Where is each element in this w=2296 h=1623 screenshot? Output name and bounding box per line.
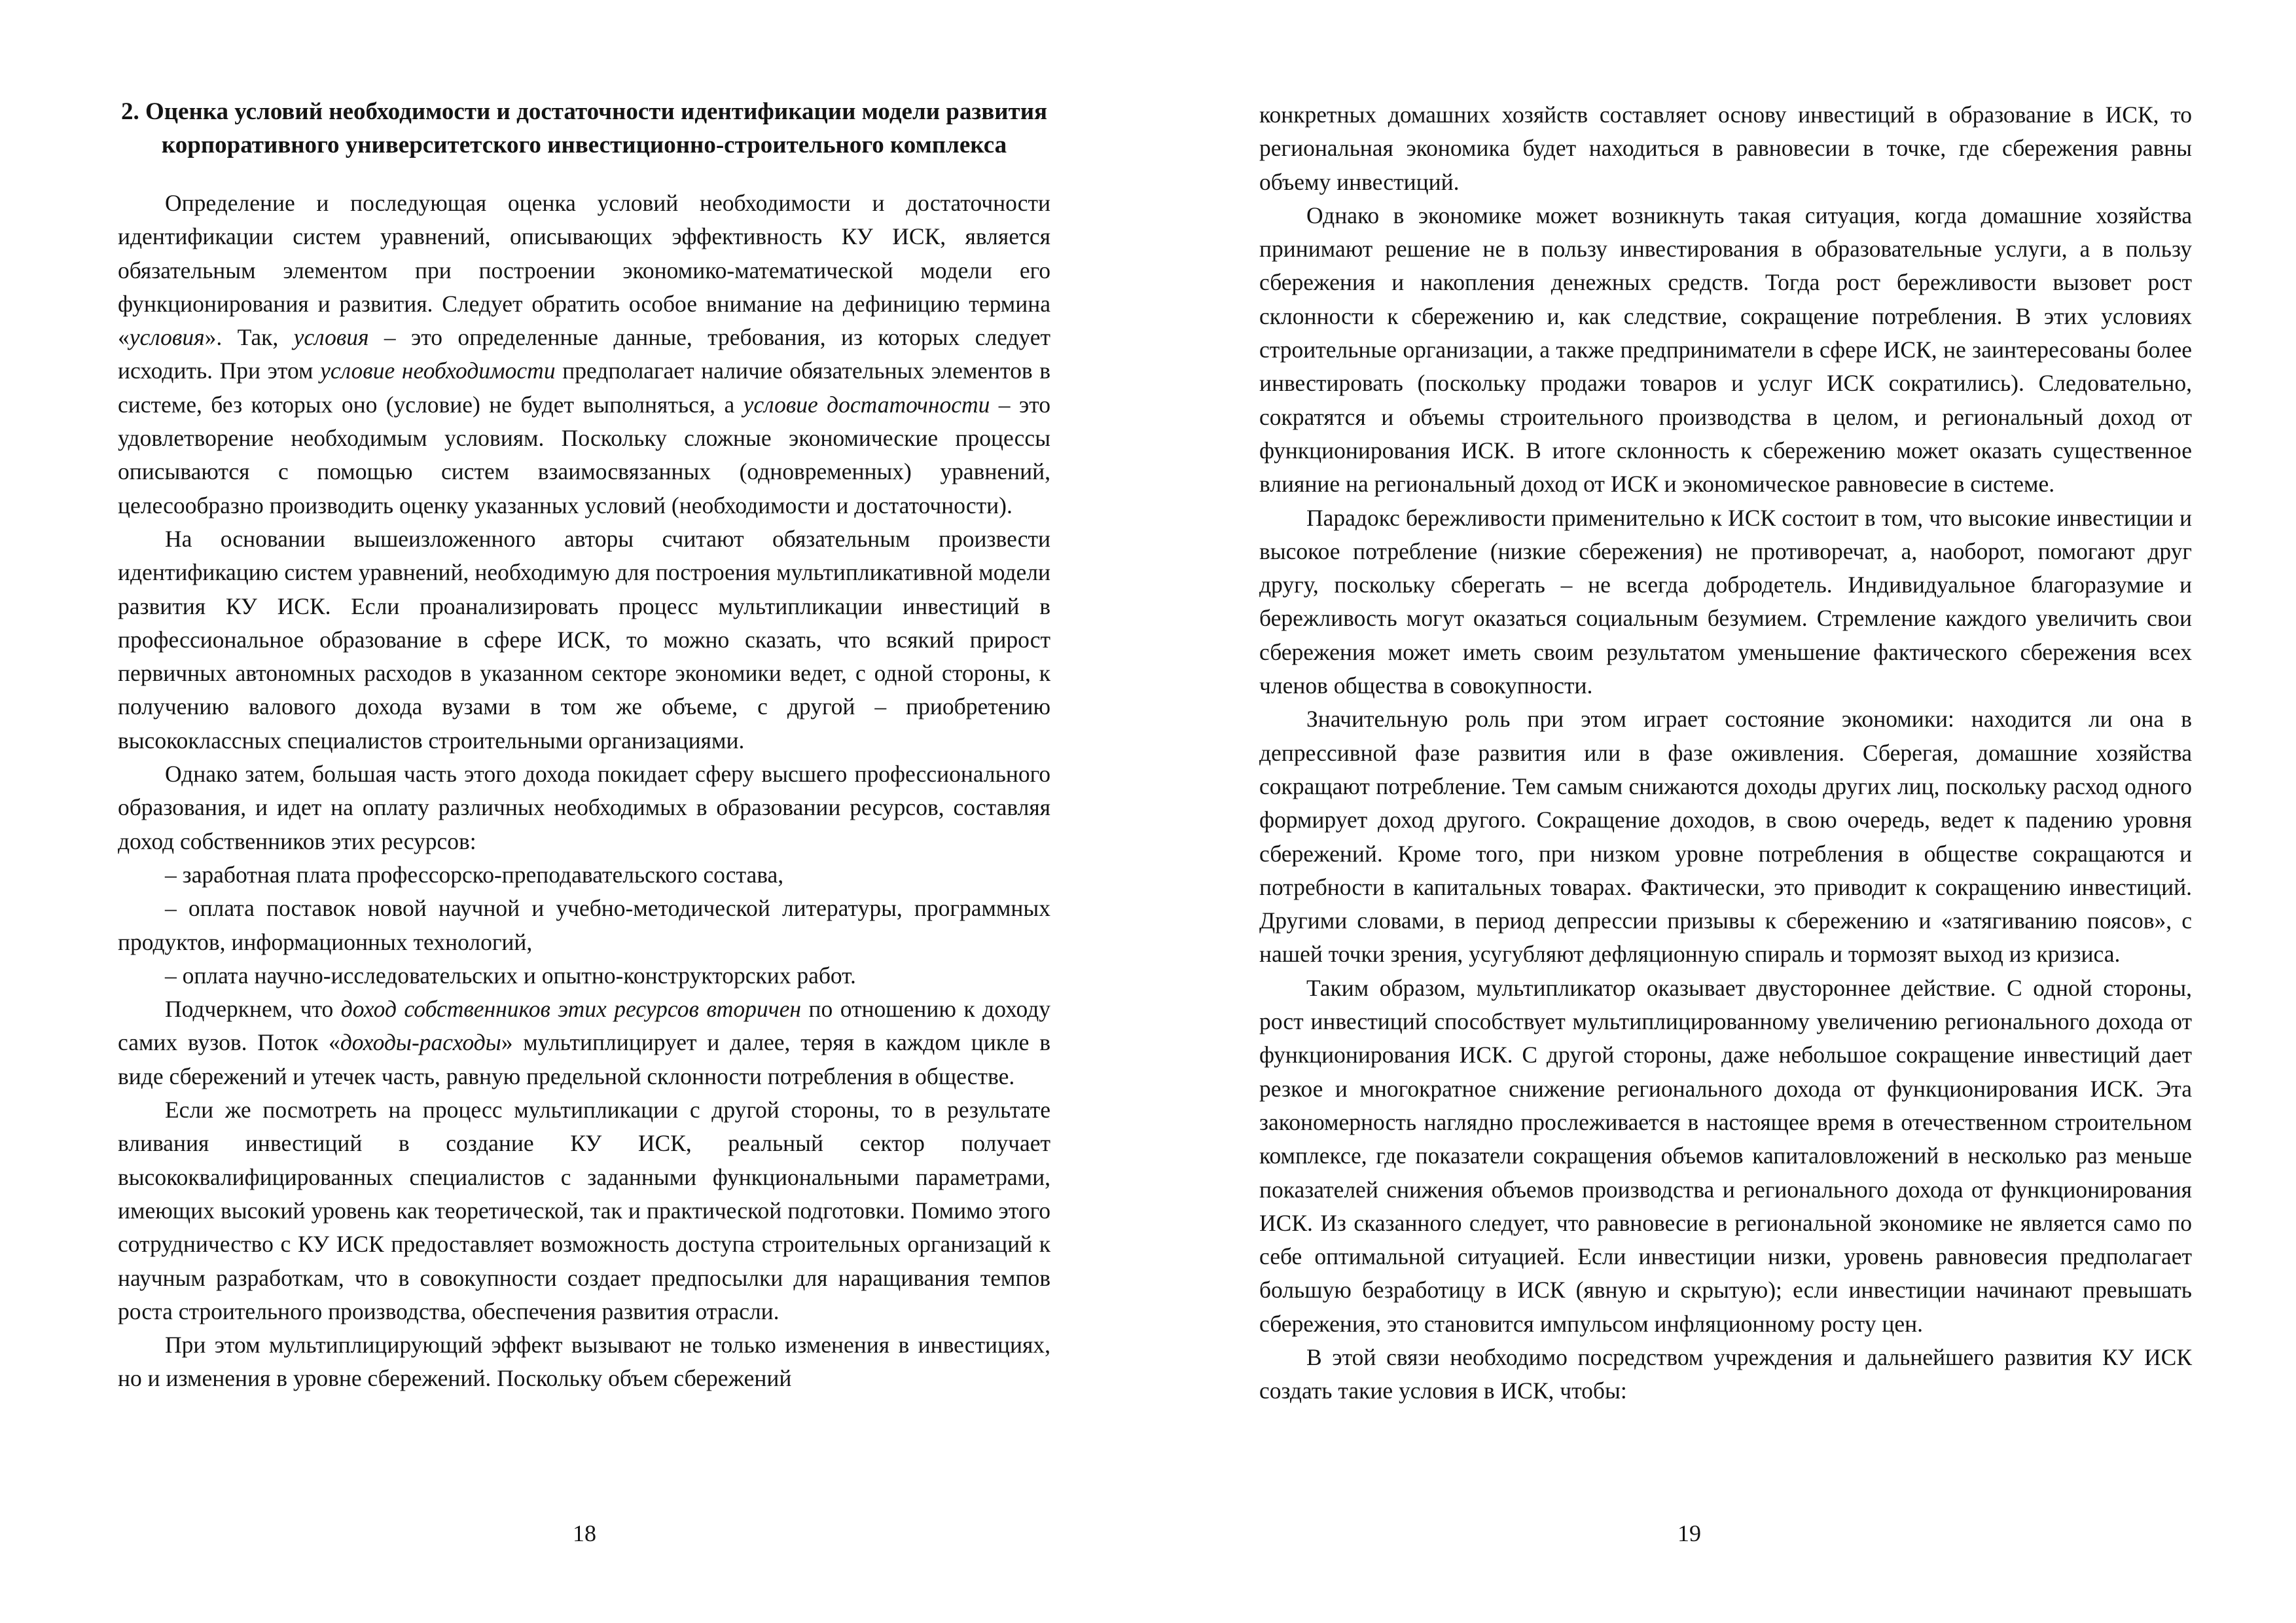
page-number: 18 <box>573 1520 596 1546</box>
list-item: – заработная плата профессорско-преподавательского состава, <box>165 861 784 888</box>
list-item: – оплата научно-исследовательских и опытно-конструкторских работ. <box>165 962 856 989</box>
paragraph: Таким образом, мультипликатор оказывает двустороннее действие. С одной стороны, рост инвестиций способствует мультиплицированному увеличению регионального дохода от функционирования ИСК. С другой стороны, даже небольшое сокращение инвестиций дает резкое и многократное снижение регионального дохода от функционирования ИСК. Эта закономерность наглядно прослеживается в настоящее время в отечественном строительном комплексе, где показатели сокращения объемов капиталовложений в несколько раз меньше показателей снижения объемов производства и регионального дохода от функционирования ИСК. Из сказанного следует, что равновесие в региональной экономике не является само по себе оптимальной ситуацией. Если инвестиции низки, уровень равновесия предполагает большую безработицу в ИСК (явную и скрытую); если инвестиции начинают превышать сбережения, это становится импульсом инфляционному росту цен. <box>1259 974 2192 1337</box>
page-number: 19 <box>1677 1520 1701 1546</box>
right-page-text <box>1259 98 2192 1408</box>
paragraph: конкретных домашних хозяйств составляет основу инвестиций в образование в ИСК, то региональная экономика будет находиться в равновесии в точке, где сбережения равны объему инвестиций. <box>1259 101 2192 195</box>
section-heading: 2. Оценка условий необходимости и достаточности идентификации модели развития корпоративного университетского инвестиционно-строительного комплекса <box>120 98 1048 158</box>
paragraph: Подчеркнем, что доход собственников этих ресурсов вторичен по отношению к доходу самих вузов. Поток «доходы-расходы» мультиплицирует и далее, теряя в каждом цикле в виде сбережений и утечек часть, равную предельной склонности потребления в обществе. <box>118 996 1051 1089</box>
paragraph: Если же посмотреть на процесс мультипликации с другой стороны, то в результате вливания инвестиций в создание КУ ИСК, реальный сектор получает высококвалифицированных специалистов с заданными функциональными параметрами, имеющих высокий уровень как теоретической, так и практической подготовки. Помимо этого сотрудничество с КУ ИСК предоставляет возможность доступа строительных организаций к научным разработкам, что в совокупности создает предпосылки для наращивания темпов роста строительного производства, обеспечения развития отрасли. <box>118 1097 1050 1324</box>
paragraph: На основании вышеизложенного авторы считают обязательным произвести идентификацию систем уравнений, необходимую для построения мультипликативной модели развития КУ ИСК. Если проанализировать процесс мультипликации инвестиций в профессиональное образование в сфере ИСК, то можно сказать, что всякий прирост первичных автономных расходов в указанном секторе экономики ведет, с одной стороны, к получению валового дохода вузами в том же объеме, с другой – приобретению высококлассных специалистов строительными организациями. <box>118 525 1050 754</box>
paragraph: При этом мультиплицирующий эффект вызывают не только изменения в инвестициях, но и изменения в уровне сбережений. Поскольку объем сбережений <box>118 1332 1050 1392</box>
paragraph: Определение и последующая оценка условий необходимости и достаточности идентификации систем уравнений, описывающих эффективность КУ ИСК, является обязательным элементом при построении экономико-математической модели его функционирования и развития. Следует обратить особое внимание на дефиницию термина «условия». Так, условия – это определенные данные, требования, из которых следует исходить. При этом условие необходимости предполагает наличие обязательных элементов в системе, без которых оно (условие) не будет выполняться, а условие достаточности – это удовлетворение необходимым условиям. Поскольку сложные экономические процессы описываются с помощью систем взаимосвязанных (одновременных) уравнений, целесообразно производить оценку указанных условий (необходимости и достаточности). <box>118 190 1050 519</box>
list-item: – оплата поставок новой научной и учебно-методической литературы, программных продуктов, информационных технологий, <box>118 895 1050 955</box>
left-page-text <box>118 95 1050 1396</box>
paragraph: Парадокс бережливости применительно к ИСК состоит в том, что высокие инвестиции и высокое потребление (низкие сбережения) не противоречат, а, наоборот, помогают друг другу, поскольку сберегать – не всегда добродетель. Индивидуальное благоразумие и бережливость могут оказаться социальным безумием. Стремление каждого увеличить свои сбережения может иметь своим результатом уменьшение фактического сбережения всех членов общества в совокупности. <box>1259 504 2192 699</box>
paragraph: Значительную роль при этом играет состояние экономики: находится ли она в депрессивной фазе развития или в фазе оживления. Сберегая, домашние хозяйства сокращают потребление. Тем самым снижаются доходы других лиц, поскольку расход одного формирует доход другого. Сокращение доходов, в свою очередь, ведет к падению уровня сбережений. Кроме того, при низком уровне потребления в обществе сокращаются и потребности в капитальных товарах. Фактически, это приводит к сокращению инвестиций. Другими словами, в период депрессии призывы к сбережению и «затягиванию поясов», с нашей точки зрения, усугубляют дефляционную спираль и тормозят выход из кризиса. <box>1259 706 2192 968</box>
paragraph: Однако затем, большая часть этого дохода покидает сферу высшего профессионального образования, и идет на оплату различных необходимых в образовании ресурсов, составляя доход собственников этих ресурсов: <box>118 761 1050 854</box>
right-page <box>1148 0 2296 1623</box>
paragraph: Однако в экономике может возникнуть такая ситуация, когда домашние хозяйства принимают решение не в пользу инвестирования в образовательные услуги, а в пользу сбережения и накопления денежных средств. Тогда рост бережливости вызовет рост склонности к сбережению и, как следствие, сокращение потребления. В этих условиях строительные организации, а также предприниматели в сфере ИСК, не заинтересованы более инвестировать (поскольку продажи товаров и услуг ИСК сократились). Следовательно, сократятся и объемы строительного производства в целом, и региональный доход от функционирования ИСК. В итоге склонность к сбережению может оказать существенное влияние на региональный доход от ИСК и экономическое равновесие в системе. <box>1259 202 2192 498</box>
paragraph: В этой связи необходимо посредством учреждения и дальнейшего развития КУ ИСК создать такие условия в ИСК, чтобы: <box>1259 1343 2192 1404</box>
